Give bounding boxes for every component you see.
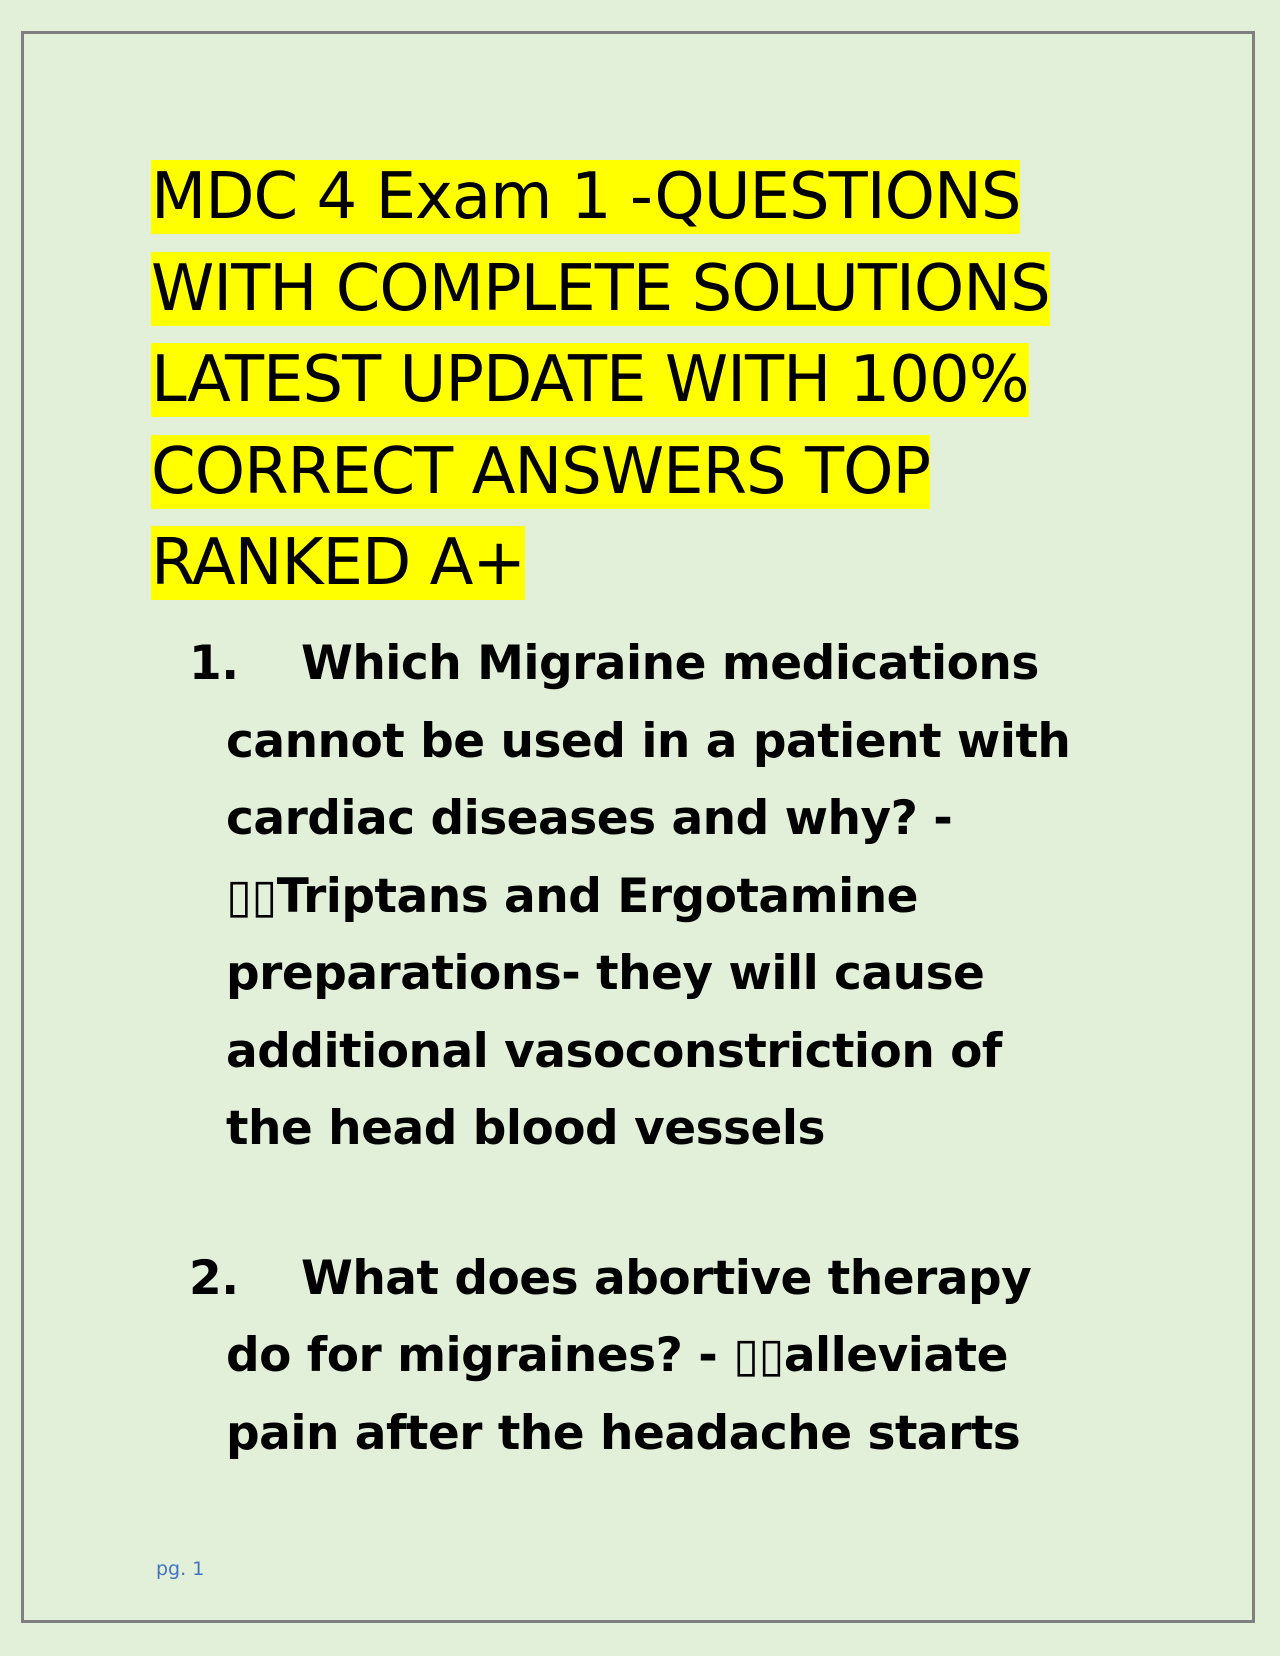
page-number: pg. 1 bbox=[156, 1558, 205, 1580]
question-item-2 bbox=[189, 1240, 1089, 1473]
question-text: What does abortive therapy do for migraines? - ▯▯alleviate pain after the headache starts bbox=[226, 1250, 1032, 1461]
question-number: 1. bbox=[189, 636, 239, 691]
question-list bbox=[189, 625, 1089, 1472]
document-title bbox=[151, 152, 1101, 610]
question-number: 2. bbox=[189, 1250, 239, 1306]
question-item-1 bbox=[189, 625, 1089, 1168]
title-highlight: MDC 4 Exam 1 -QUESTIONS WITH COMPLETE SOLUTIONS LATEST UPDATE WITH 100% CORRECT ANSWERS TOP RANKED A+ bbox=[151, 160, 1050, 600]
question-text: Which Migraine medications cannot be used in a patient with cardiac diseases and why? - ▯▯Triptans and Ergotamine preparations- they will cause additional vasoconstriction of the head blood vessels bbox=[226, 636, 1071, 1156]
